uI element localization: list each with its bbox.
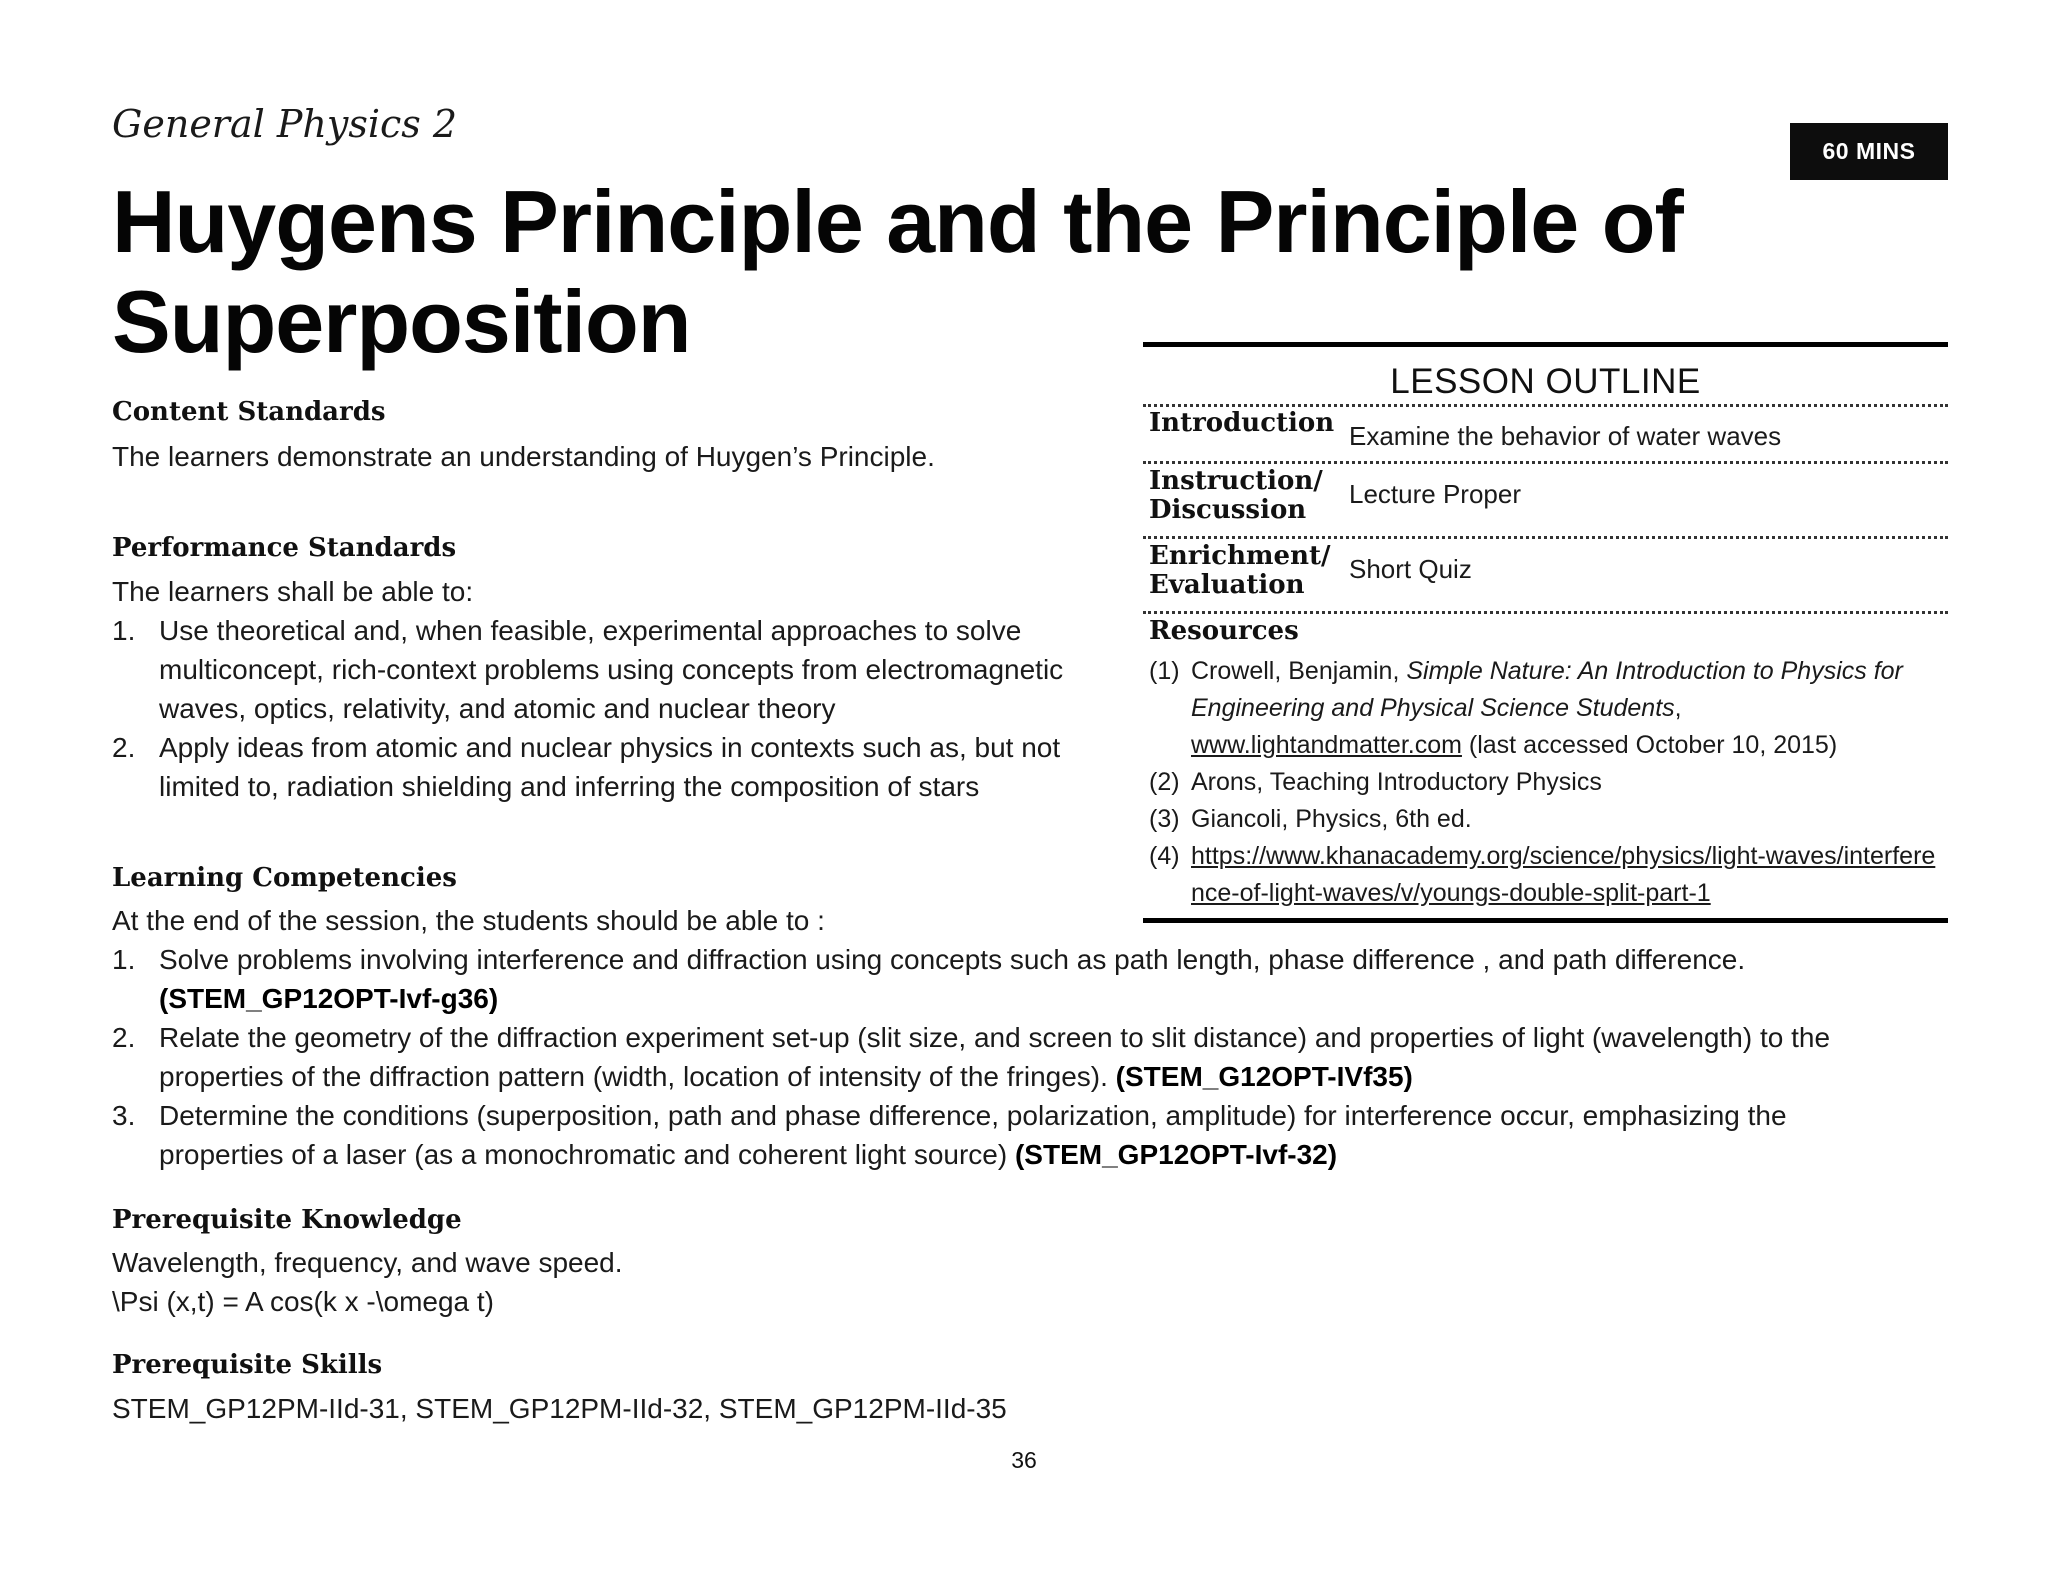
outline-bottom-rule [1143, 918, 1948, 923]
outline-row-value: Short Quiz [1349, 554, 1472, 584]
outline-row-value: Examine the behavior of water waves [1349, 421, 1782, 451]
list-number: 2. [112, 732, 136, 763]
competency-code: (STEM_GP12OPT-Ivf-g36) [159, 983, 499, 1014]
prerequisite-skills-text: STEM_GP12PM-IId-31, STEM_GP12PM-IId-32, STEM_GP12PM-IId-35 [112, 1393, 1007, 1424]
outline-row-label: Enrichment/ Evaluation [1149, 541, 1331, 600]
resource-item [1143, 838, 1948, 912]
prerequisite-skills-heading: Prerequisite Skills [112, 1350, 383, 1380]
content-standards-text: The learners demonstrate an understanding of Huygen’s Principle. [112, 441, 935, 472]
list-text: Solve problems involving interference and diffraction using concepts such as path length, phase difference , and path difference. [159, 944, 1746, 975]
list-item [112, 1018, 1892, 1096]
resource-title: Simple Nature: An Introduction to Physics for Engineering and Physical Science Students [1191, 657, 1903, 722]
resource-link[interactable]: https://www.khanacademy.org/science/physics/light-waves/interference-of-light-waves/v/youngs-double-split-part-1 [1191, 842, 1936, 907]
outline-row-introduction [1143, 404, 1948, 461]
resource-text: Giancoli, Physics, 6th ed. [1191, 805, 1472, 833]
learning-competencies-intro: At the end of the session, the students should be able to : [112, 905, 825, 936]
learning-competencies-list [112, 940, 1892, 1174]
resource-text: Arons, Teaching Introductory Physics [1191, 768, 1602, 796]
outline-row-label: Instruction/ Discussion [1149, 466, 1323, 525]
prerequisite-knowledge-line: Wavelength, frequency, and wave speed. [112, 1247, 623, 1278]
lesson-title: Huygens Principle and the Principle of Superposition [112, 172, 1683, 371]
competency-code: (STEM_GP12OPT-Ivf-32) [1014, 1139, 1338, 1170]
resource-number: (2) [1149, 768, 1180, 796]
lesson-outline-box [1143, 342, 1948, 923]
list-item [112, 611, 1112, 728]
resources-heading: Resources [1149, 616, 1299, 646]
competency-code: (STEM_G12OPT-IVf35) [1115, 1061, 1413, 1092]
resource-number: (1) [1149, 657, 1180, 685]
list-number: 3. [112, 1100, 136, 1131]
resource-suffix: (last accessed October 10, 2015) [1461, 731, 1838, 759]
resources-list [1143, 653, 1948, 912]
content-standards-heading: Content Standards [112, 397, 386, 427]
learning-competencies-block [112, 901, 1892, 1174]
list-number: 1. [112, 615, 136, 646]
list-number: 1. [112, 944, 136, 975]
prerequisite-knowledge-formula: \Psi (x,t) = A cos(k x -\omega t) [112, 1286, 494, 1317]
performance-standards-heading: Performance Standards [112, 533, 457, 563]
performance-standards-block [112, 572, 1112, 806]
duration-badge: 60 MINS [1790, 123, 1948, 180]
resource-author: Crowell, Benjamin, [1191, 657, 1407, 685]
resource-item [1143, 801, 1948, 838]
lesson-outline-heading: LESSON OUTLINE [1390, 362, 1701, 401]
resource-number: (3) [1149, 805, 1180, 833]
list-number: 2. [112, 1022, 136, 1053]
resource-number: (4) [1149, 842, 1180, 870]
performance-standards-list [112, 611, 1112, 806]
outline-resources [1143, 611, 1948, 912]
list-item [112, 940, 1892, 1018]
performance-standards-intro: The learners shall be able to: [112, 576, 474, 607]
outline-row-enrichment [1143, 536, 1948, 611]
resource-item [1143, 653, 1948, 764]
list-text: Use theoretical and, when feasible, experimental approaches to solve multiconcept, rich-context problems using concepts from electromagnetic waves, optics, relativity, and atomic and nuclear theory [159, 615, 1064, 724]
list-item [112, 728, 1112, 806]
prerequisite-knowledge-text [112, 1243, 623, 1321]
list-text: Determine the conditions (superposition, path and phase difference, polarization, amplitude) for interference occur, emphasizing the properties of a laser (as a monochromatic and coherent light source) [159, 1100, 1787, 1170]
outline-row-label: Introduction [1149, 408, 1335, 438]
subject-name: General Physics 2 [112, 102, 458, 146]
list-text: Relate the geometry of the diffraction experiment set-up (slit size, and screen to slit distance) and properties of light (wavelength) to the properties of the diffraction pattern (width, location of intensity of the fringes). [159, 1022, 1831, 1092]
prerequisite-knowledge-heading: Prerequisite Knowledge [112, 1205, 462, 1235]
outline-row-instruction [1143, 461, 1948, 536]
resource-link[interactable]: www.lightandmatter.com [1191, 731, 1462, 759]
list-item [112, 1096, 1892, 1174]
outline-row-value: Lecture Proper [1349, 479, 1521, 509]
page-number: 36 [1011, 1447, 1037, 1473]
list-text: Apply ideas from atomic and nuclear physics in contexts such as, but not limited to, radiation shielding and inferring the composition of stars [159, 732, 1061, 802]
resource-separator: , [1674, 694, 1682, 722]
resource-item [1143, 764, 1948, 801]
learning-competencies-heading: Learning Competencies [112, 863, 457, 893]
